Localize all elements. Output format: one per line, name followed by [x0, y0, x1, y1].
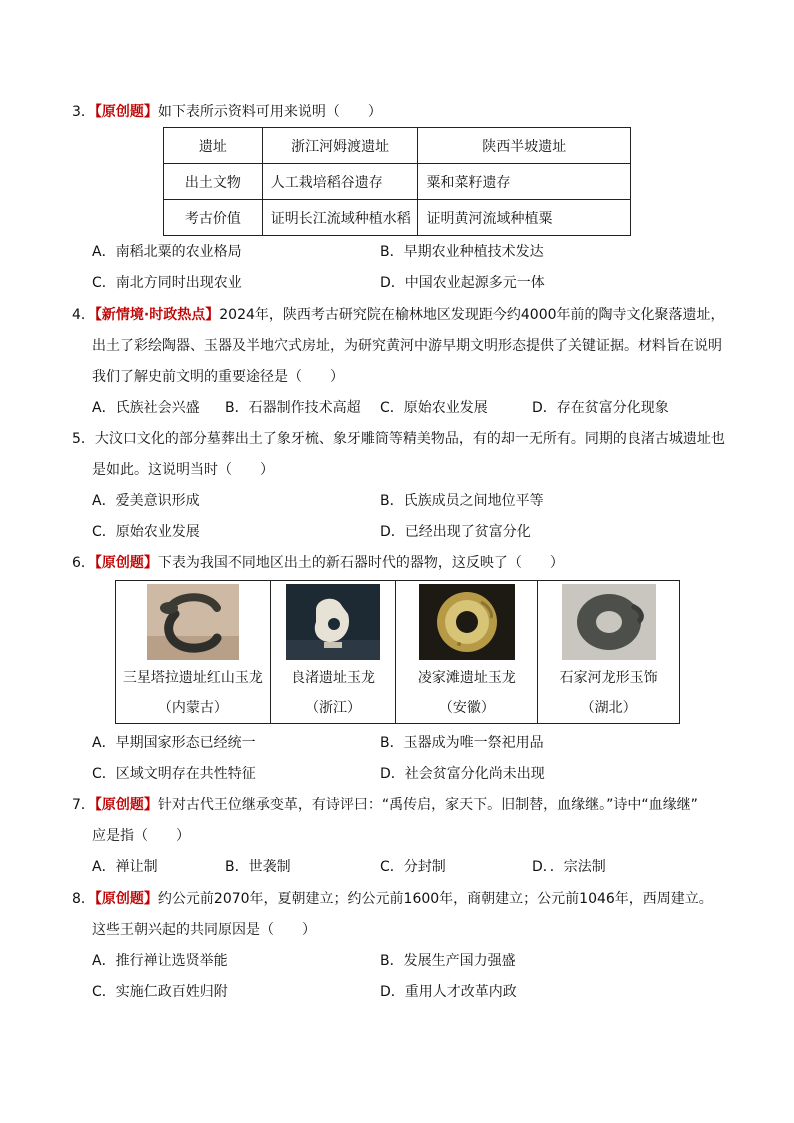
option-c[interactable]: C．原始农业发展	[92, 524, 200, 540]
options-row	[92, 486, 732, 517]
option-a[interactable]: A．南稻北粟的农业格局	[92, 244, 242, 260]
question-tag: 【新情境·时政热点】	[94, 307, 220, 323]
question-8	[72, 884, 732, 946]
question-3	[72, 97, 732, 128]
option-d[interactable]: D．存在贫富分化现象	[532, 400, 669, 416]
table-cell: 证明黄河流域种植粟	[418, 200, 631, 236]
artifact-place: （安徽）	[438, 700, 495, 716]
option-d[interactable]: D．社会贫富分化尚未出现	[380, 766, 545, 782]
option-a[interactable]: A．氏族社会兴盛	[92, 400, 200, 416]
options-row	[92, 268, 732, 299]
question-7	[72, 790, 732, 852]
question-6	[72, 548, 732, 579]
c-shaped-jade-dragon-photo-icon	[147, 584, 239, 660]
question-number: 3．	[72, 104, 95, 120]
table-row	[164, 164, 631, 200]
question-stem: 如下表所示资料可用来说明（ ）	[157, 104, 382, 120]
table-cell: 证明长江流域种植水稻	[262, 200, 418, 236]
option-b[interactable]: B．石器制作技术高超	[225, 400, 361, 416]
artifact-name: 凌家滩遗址玉龙	[417, 670, 516, 686]
question-tag: 【原创题】	[94, 797, 158, 813]
artifacts-table	[115, 580, 680, 724]
table-cell: 粟和菜籽遗存	[418, 164, 631, 200]
coiled-jade-dragon-photo-icon	[419, 584, 515, 660]
options-row	[92, 393, 732, 424]
option-a[interactable]: A．爱美意识形成	[92, 493, 200, 509]
table-header-cell: 遗址	[164, 128, 263, 164]
option-c[interactable]: C．区域文明存在共性特征	[92, 766, 256, 782]
option-b[interactable]: B．玉器成为唯一祭祀用品	[380, 735, 544, 751]
table-header-cell: 浙江河姆渡遗址	[262, 128, 418, 164]
option-a[interactable]: A．禅让制	[92, 859, 158, 875]
artifacts-row	[116, 581, 680, 724]
table-header-row	[164, 128, 631, 164]
question-stem-line: 大汶口文化的部分墓葬出土了象牙梳、象牙雕筒等精美物品，有的却一无所有。同期的良渚古城遗址也	[94, 431, 725, 447]
table-row	[164, 200, 631, 236]
option-a[interactable]: A．推行禅让选贤举能	[92, 953, 228, 969]
table-cell: 出土文物	[164, 164, 263, 200]
options-row	[92, 977, 732, 1008]
dragon-ring-ornament-photo-icon	[562, 584, 656, 660]
option-b[interactable]: B．发展生产国力强盛	[380, 953, 516, 969]
question-stem-line: 这些王朝兴起的共同原因是（ ）	[92, 922, 316, 938]
option-c[interactable]: C．原始农业发展	[380, 400, 488, 416]
artifact-cell	[116, 581, 271, 724]
table-cell: 人工栽培稻谷遗存	[262, 164, 418, 200]
options-row	[92, 237, 732, 268]
question-stem-line: 是如此。这说明当时（ ）	[92, 462, 274, 478]
option-c[interactable]: C．南北方同时出现农业	[92, 275, 242, 291]
sites-table	[163, 127, 631, 236]
option-d[interactable]: D．已经出现了贫富分化	[380, 524, 531, 540]
question-number: 4．	[72, 307, 95, 323]
artifact-place: （内蒙古）	[157, 700, 228, 716]
question-stem-line: 约公元前2070年，夏朝建立；约公元前1600年，商朝建立；公元前1046年，西周建立。	[157, 891, 713, 907]
question-number: 7．	[72, 797, 95, 813]
question-number: 8．	[72, 891, 95, 907]
artifact-name: 良渚遗址玉龙	[291, 670, 376, 686]
artifact-place: （湖北）	[580, 700, 637, 716]
question-tag: 【原创题】	[94, 891, 158, 907]
options-row	[92, 946, 732, 977]
option-d[interactable]: D．重用人才改革内政	[380, 984, 517, 1000]
question-stem-line: 出土了彩绘陶器、玉器及半地穴式房址，为研究黄河中游早期文明形态提供了关键证据。材料旨在说明	[92, 338, 722, 354]
question-5	[72, 424, 732, 486]
question-tag: 【原创题】	[94, 104, 158, 120]
option-b[interactable]: B．世袭制	[225, 859, 291, 875]
jade-dragon-ring-photo-icon	[286, 584, 380, 660]
options-row	[92, 852, 732, 883]
option-a[interactable]: A．早期国家形态已经统一	[92, 735, 256, 751]
option-d[interactable]: D．．宗法制	[532, 859, 606, 875]
option-c[interactable]: C．实施仁政百姓归附	[92, 984, 228, 1000]
artifact-cell	[270, 581, 396, 724]
artifact-name: 石家河龙形玉饰	[559, 670, 658, 686]
question-stem-line: 2024年，陕西考古研究院在榆林地区发现距今约4000年前的陶寺文化聚落遗址，	[219, 307, 725, 323]
artifact-name: 三星塔拉遗址红山玉龙	[122, 670, 263, 686]
option-b[interactable]: B．氏族成员之间地位平等	[380, 493, 544, 509]
option-c[interactable]: C．分封制	[380, 859, 446, 875]
artifact-cell	[538, 581, 680, 724]
table-cell: 考古价值	[164, 200, 263, 236]
option-b[interactable]: B．早期农业种植技术发达	[380, 244, 544, 260]
options-row	[92, 728, 732, 759]
artifact-place: （浙江）	[305, 700, 362, 716]
question-stem-line: 应是指（ ）	[92, 828, 190, 844]
question-stem-line: 针对古代王位继承变革，有诗评曰：“禹传启，家天下。旧制替，血缘继。”诗中“血缘继”	[157, 797, 698, 813]
options-row	[92, 759, 732, 790]
table-header-cell: 陕西半坡遗址	[418, 128, 631, 164]
option-d[interactable]: D．中国农业起源多元一体	[380, 275, 545, 291]
question-stem: 下表为我国不同地区出土的新石器时代的器物，这反映了（ ）	[157, 555, 564, 571]
options-row	[92, 517, 732, 548]
question-4	[72, 300, 732, 393]
question-tag: 【原创题】	[94, 555, 158, 571]
artifact-cell	[396, 581, 538, 724]
question-number: 5．	[72, 431, 95, 447]
question-number: 6．	[72, 555, 95, 571]
question-stem-line: 我们了解史前文明的重要途径是（ ）	[92, 369, 344, 385]
